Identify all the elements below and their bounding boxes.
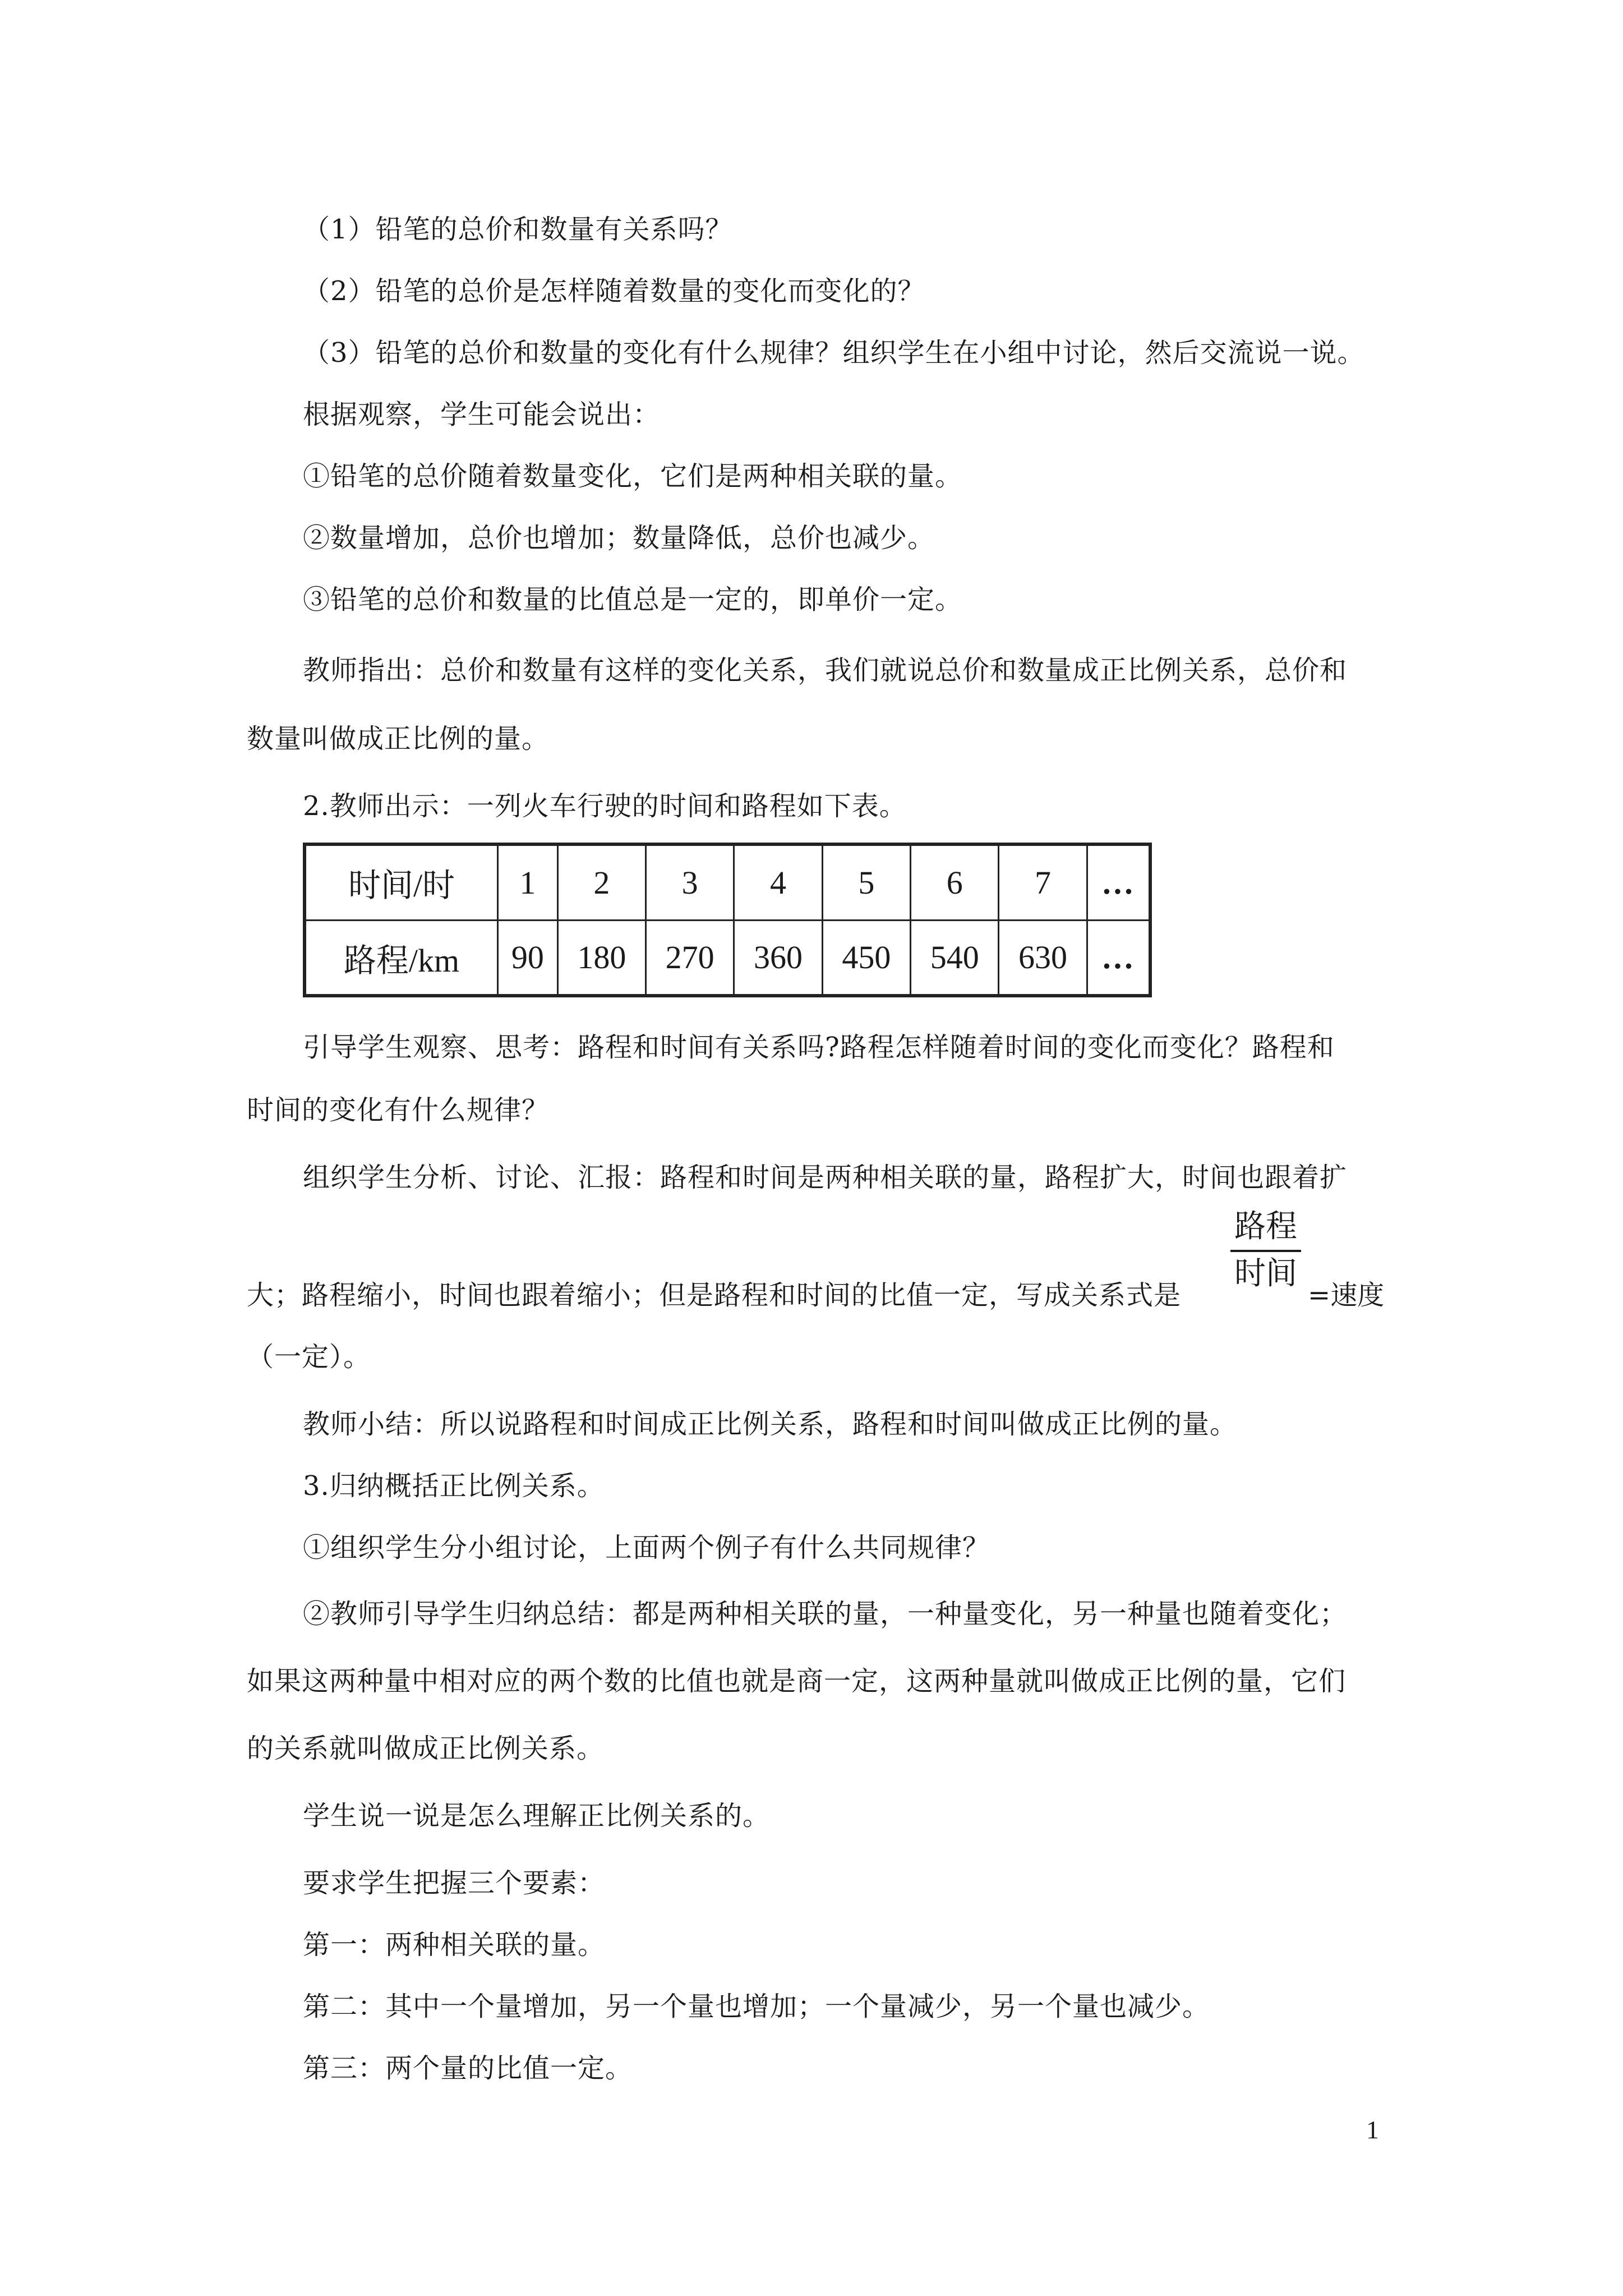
question-2: （2）铅笔的总价是怎样随着数量的变化而变化的？ bbox=[303, 275, 925, 307]
row-header-distance: 路程/km bbox=[305, 920, 498, 996]
observation-2: ②数量增加，总价也增加；数量降低，总价也减少。 bbox=[303, 522, 935, 554]
report-line-2: 大；路程缩小，时间也跟着缩小；但是路程和时间的比值一定，写成关系式是 bbox=[247, 1280, 1182, 1311]
table-cell-ellipsis: … bbox=[1087, 920, 1150, 996]
report-line-3: （一定）。 bbox=[247, 1341, 371, 1373]
teacher-summary: 教师小结：所以说路程和时间成正比例关系，路程和时间叫做成正比例的量。 bbox=[303, 1409, 1238, 1440]
item-2-heading: 2.教师出示：一列火车行驶的时间和路程如下表。 bbox=[303, 790, 907, 822]
table-row-time bbox=[305, 844, 1150, 920]
step-2-line-2: 如果这两种量中相对应的两个数的比值也就是商一定，这两种量就叫做成正比例的量，它们 bbox=[247, 1665, 1347, 1697]
row-header-time: 时间/时 bbox=[305, 844, 498, 920]
question-1: （1）铅笔的总价和数量有关系吗？ bbox=[303, 214, 733, 245]
item-3-heading: 3.归纳概括正比例关系。 bbox=[303, 1470, 605, 1502]
table-cell: 3 bbox=[645, 844, 734, 920]
question-3: （3）铅笔的总价和数量的变化有什么规律？组织学生在小组中讨论，然后交流说一说。 bbox=[303, 337, 1365, 369]
observation-intro: 根据观察，学生可能会说出： bbox=[303, 399, 661, 430]
train-time-distance-table bbox=[303, 843, 1152, 997]
table-cell: 90 bbox=[498, 920, 558, 996]
table-cell: 360 bbox=[734, 920, 822, 996]
element-2: 第二：其中一个量增加，另一个量也增加；一个量减少，另一个量也减少。 bbox=[303, 1991, 1210, 2022]
table-cell: 5 bbox=[822, 844, 910, 920]
table-cell: 450 bbox=[822, 920, 910, 996]
report-line-2-tail: =速度 bbox=[1308, 1280, 1385, 1311]
table-cell: 6 bbox=[911, 844, 999, 920]
step-1: ①组织学生分小组讨论，上面两个例子有什么共同规律？ bbox=[303, 1532, 990, 1563]
guide-line-2: 时间的变化有什么规律？ bbox=[247, 1094, 550, 1126]
fraction-bar bbox=[1230, 1250, 1301, 1252]
report-line-1: 组织学生分析、讨论、汇报：路程和时间是两种相关联的量，路程扩大，时间也跟着扩 bbox=[303, 1162, 1348, 1193]
element-1: 第一：两种相关联的量。 bbox=[303, 1929, 606, 1961]
table-cell-ellipsis: … bbox=[1087, 844, 1150, 920]
table-cell: 630 bbox=[999, 920, 1087, 996]
students-say: 学生说一说是怎么理解正比例关系的。 bbox=[303, 1800, 771, 1832]
teacher-point-line-1: 教师指出：总价和数量有这样的变化关系，我们就说总价和数量成正比例关系，总价和 bbox=[303, 655, 1348, 686]
teacher-point-line-2: 数量叫做成正比例的量。 bbox=[247, 723, 550, 754]
observation-1: ①铅笔的总价随着数量变化，它们是两种相关联的量。 bbox=[303, 461, 963, 492]
table-cell: 7 bbox=[999, 844, 1087, 920]
table-cell: 4 bbox=[734, 844, 822, 920]
step-2-line-3: 的关系就叫做成正比例关系。 bbox=[247, 1733, 605, 1764]
fraction-numerator: 路程 bbox=[1234, 1208, 1297, 1245]
table-cell: 540 bbox=[911, 920, 999, 996]
element-3: 第三：两个量的比值一定。 bbox=[303, 2053, 633, 2084]
step-2-line-1: ②教师引导学生归纳总结：都是两种相关联的量，一种量变化，另一种量也随着变化； bbox=[303, 1598, 1348, 1630]
observation-3: ③铅笔的总价和数量的比值总是一定的，即单价一定。 bbox=[303, 584, 963, 615]
table-cell: 2 bbox=[557, 844, 645, 920]
guide-line-1: 引导学生观察、思考：路程和时间有关系吗?路程怎样随着时间的变化而变化？路程和 bbox=[303, 1032, 1335, 1063]
table-cell: 1 bbox=[498, 844, 558, 920]
requirement-intro: 要求学生把握三个要素： bbox=[303, 1867, 606, 1899]
distance-over-time-fraction bbox=[1229, 1207, 1302, 1294]
table-cell: 180 bbox=[557, 920, 645, 996]
fraction-denominator: 时间 bbox=[1234, 1255, 1297, 1292]
table-cell: 270 bbox=[645, 920, 734, 996]
table-row-distance bbox=[305, 920, 1150, 996]
page-number: 1 bbox=[1366, 2115, 1379, 2144]
